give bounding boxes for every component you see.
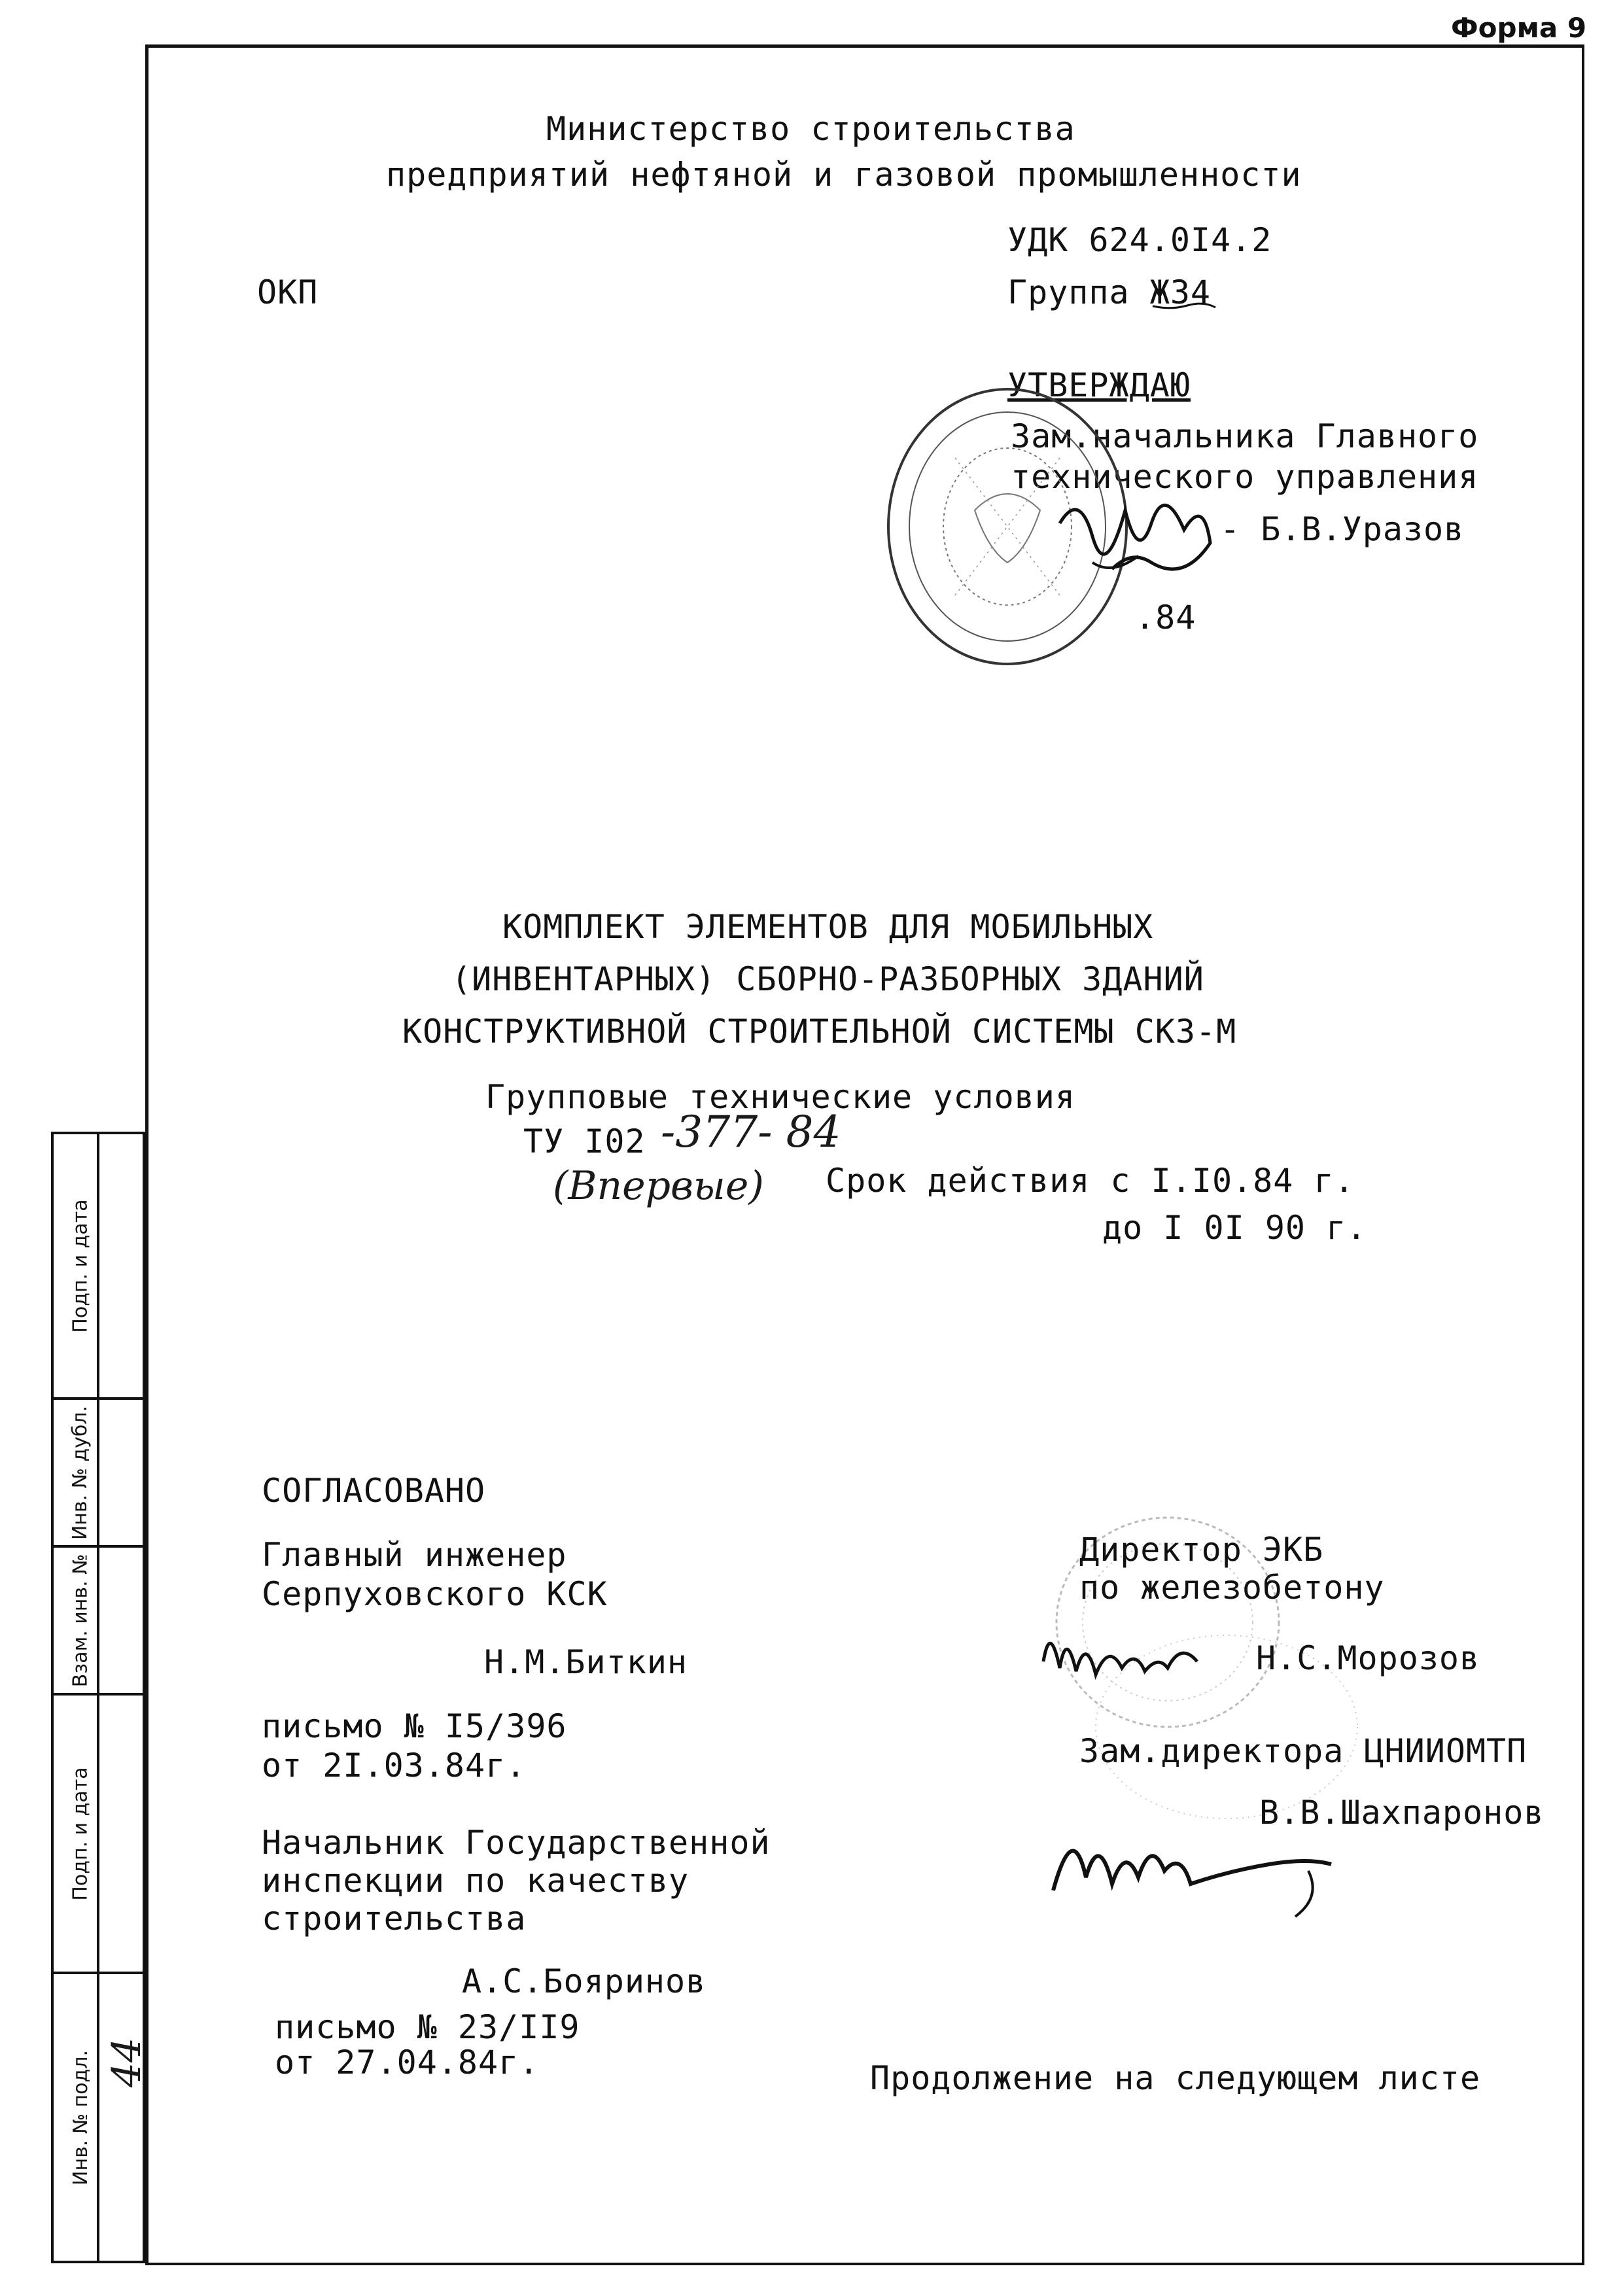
- tu-prefix: ТУ I02: [523, 1122, 646, 1160]
- agreed-heading: СОГЛАСОВАНО: [262, 1472, 486, 1510]
- left-position-1: Главный инженер: [262, 1536, 567, 1574]
- left-name-1: Н.М.Биткин: [484, 1643, 688, 1681]
- document-title-line-1: КОМПЛЕКТ ЭЛЕМЕНТОВ ДЛЯ МОБИЛЬНЫХ: [502, 908, 1154, 946]
- sidebar-label-dup-inv: Инв. № дубл.: [69, 1405, 92, 1540]
- document-title-line-2: (ИНВЕНТАРНЫХ) СБОРНО-РАЗБОРНЫХ ЗДАНИЙ: [451, 960, 1204, 998]
- left-letter-2: письмо № 23/II9: [275, 2008, 580, 2046]
- sidebar-vertical-divider: [97, 1132, 99, 2263]
- approval-date: .84: [1135, 599, 1196, 636]
- right-name-2: В.В.Шахпаронов: [1259, 1794, 1544, 1832]
- left-position-5: строительства: [262, 1900, 527, 1938]
- ministry-line-1: Министерство строительства: [546, 110, 1075, 148]
- left-position-2: Серпуховского КСК: [262, 1575, 608, 1613]
- morozov-signature: [1030, 1616, 1266, 1701]
- document-control-sidebar: [51, 1132, 150, 2263]
- approval-position-2: технического управления: [1011, 458, 1479, 496]
- udk-code: УДК 624.0I4.2: [1007, 221, 1272, 259]
- okp-code: ОКП: [257, 273, 319, 311]
- validity-from: Срок действия с I.I0.84 г.: [826, 1162, 1355, 1200]
- sidebar-label-replace-inv: Взам. инв. №: [69, 1554, 92, 1687]
- form-label: Форма 9: [1451, 12, 1587, 44]
- validity-to: до I 0I 90 г.: [1102, 1209, 1367, 1247]
- right-name-1: Н.С.Морозов: [1256, 1639, 1480, 1677]
- document-title-line-3: КОНСТРУКТИВНОЙ СТРОИТЕЛЬНОЙ СИСТЕМЫ СКЗ-М: [402, 1013, 1237, 1051]
- sidebar-inv-value-handwritten: 44: [104, 2037, 150, 2088]
- left-name-2: А.С.Бояринов: [462, 1962, 707, 2000]
- sidebar-label-orig-inv: Инв. № подл.: [69, 2049, 92, 2185]
- approval-name: - Б.В.Уразов: [1220, 510, 1465, 548]
- approval-signature: [1053, 484, 1230, 602]
- first-time-note-handwritten: (Впервые): [553, 1163, 764, 1209]
- left-letter-1-date: от 2I.03.84г.: [262, 1747, 527, 1784]
- ministry-line-2: предприятий нефтяной и газовой промышленности: [386, 156, 1302, 194]
- approve-label: УТВЕРЖДАЮ: [1007, 366, 1191, 404]
- left-letter-1: письмо № I5/396: [262, 1707, 567, 1745]
- continuation-note: Продолжение на следующем листе: [870, 2059, 1481, 2097]
- right-position-3: Зам.директора ЦНИИОМТП: [1079, 1732, 1527, 1770]
- tu-number-handwritten: -377- 84: [661, 1107, 841, 1157]
- sidebar-label-sign-date-2: Подп. и дата: [69, 1766, 92, 1901]
- left-position-4: инспекции по качеству: [262, 1862, 689, 1900]
- left-position-3: Начальник Государственной: [262, 1824, 771, 1862]
- group-code-underline: [1151, 302, 1217, 311]
- right-position-1: Директор ЭКБ: [1079, 1531, 1324, 1569]
- shakhparonov-signature: [1034, 1792, 1348, 1923]
- right-position-2: по железобетону: [1079, 1569, 1385, 1607]
- conditions-subtitle: Групповые технические условия: [485, 1078, 1075, 1116]
- approval-position-1: Зам.начальника Главного: [1011, 417, 1479, 455]
- sidebar-label-sign-date-1: Подп. и дата: [69, 1198, 92, 1333]
- group-code: Группа Ж34: [1007, 273, 1212, 311]
- left-letter-2-date: от 27.04.84г.: [275, 2044, 540, 2081]
